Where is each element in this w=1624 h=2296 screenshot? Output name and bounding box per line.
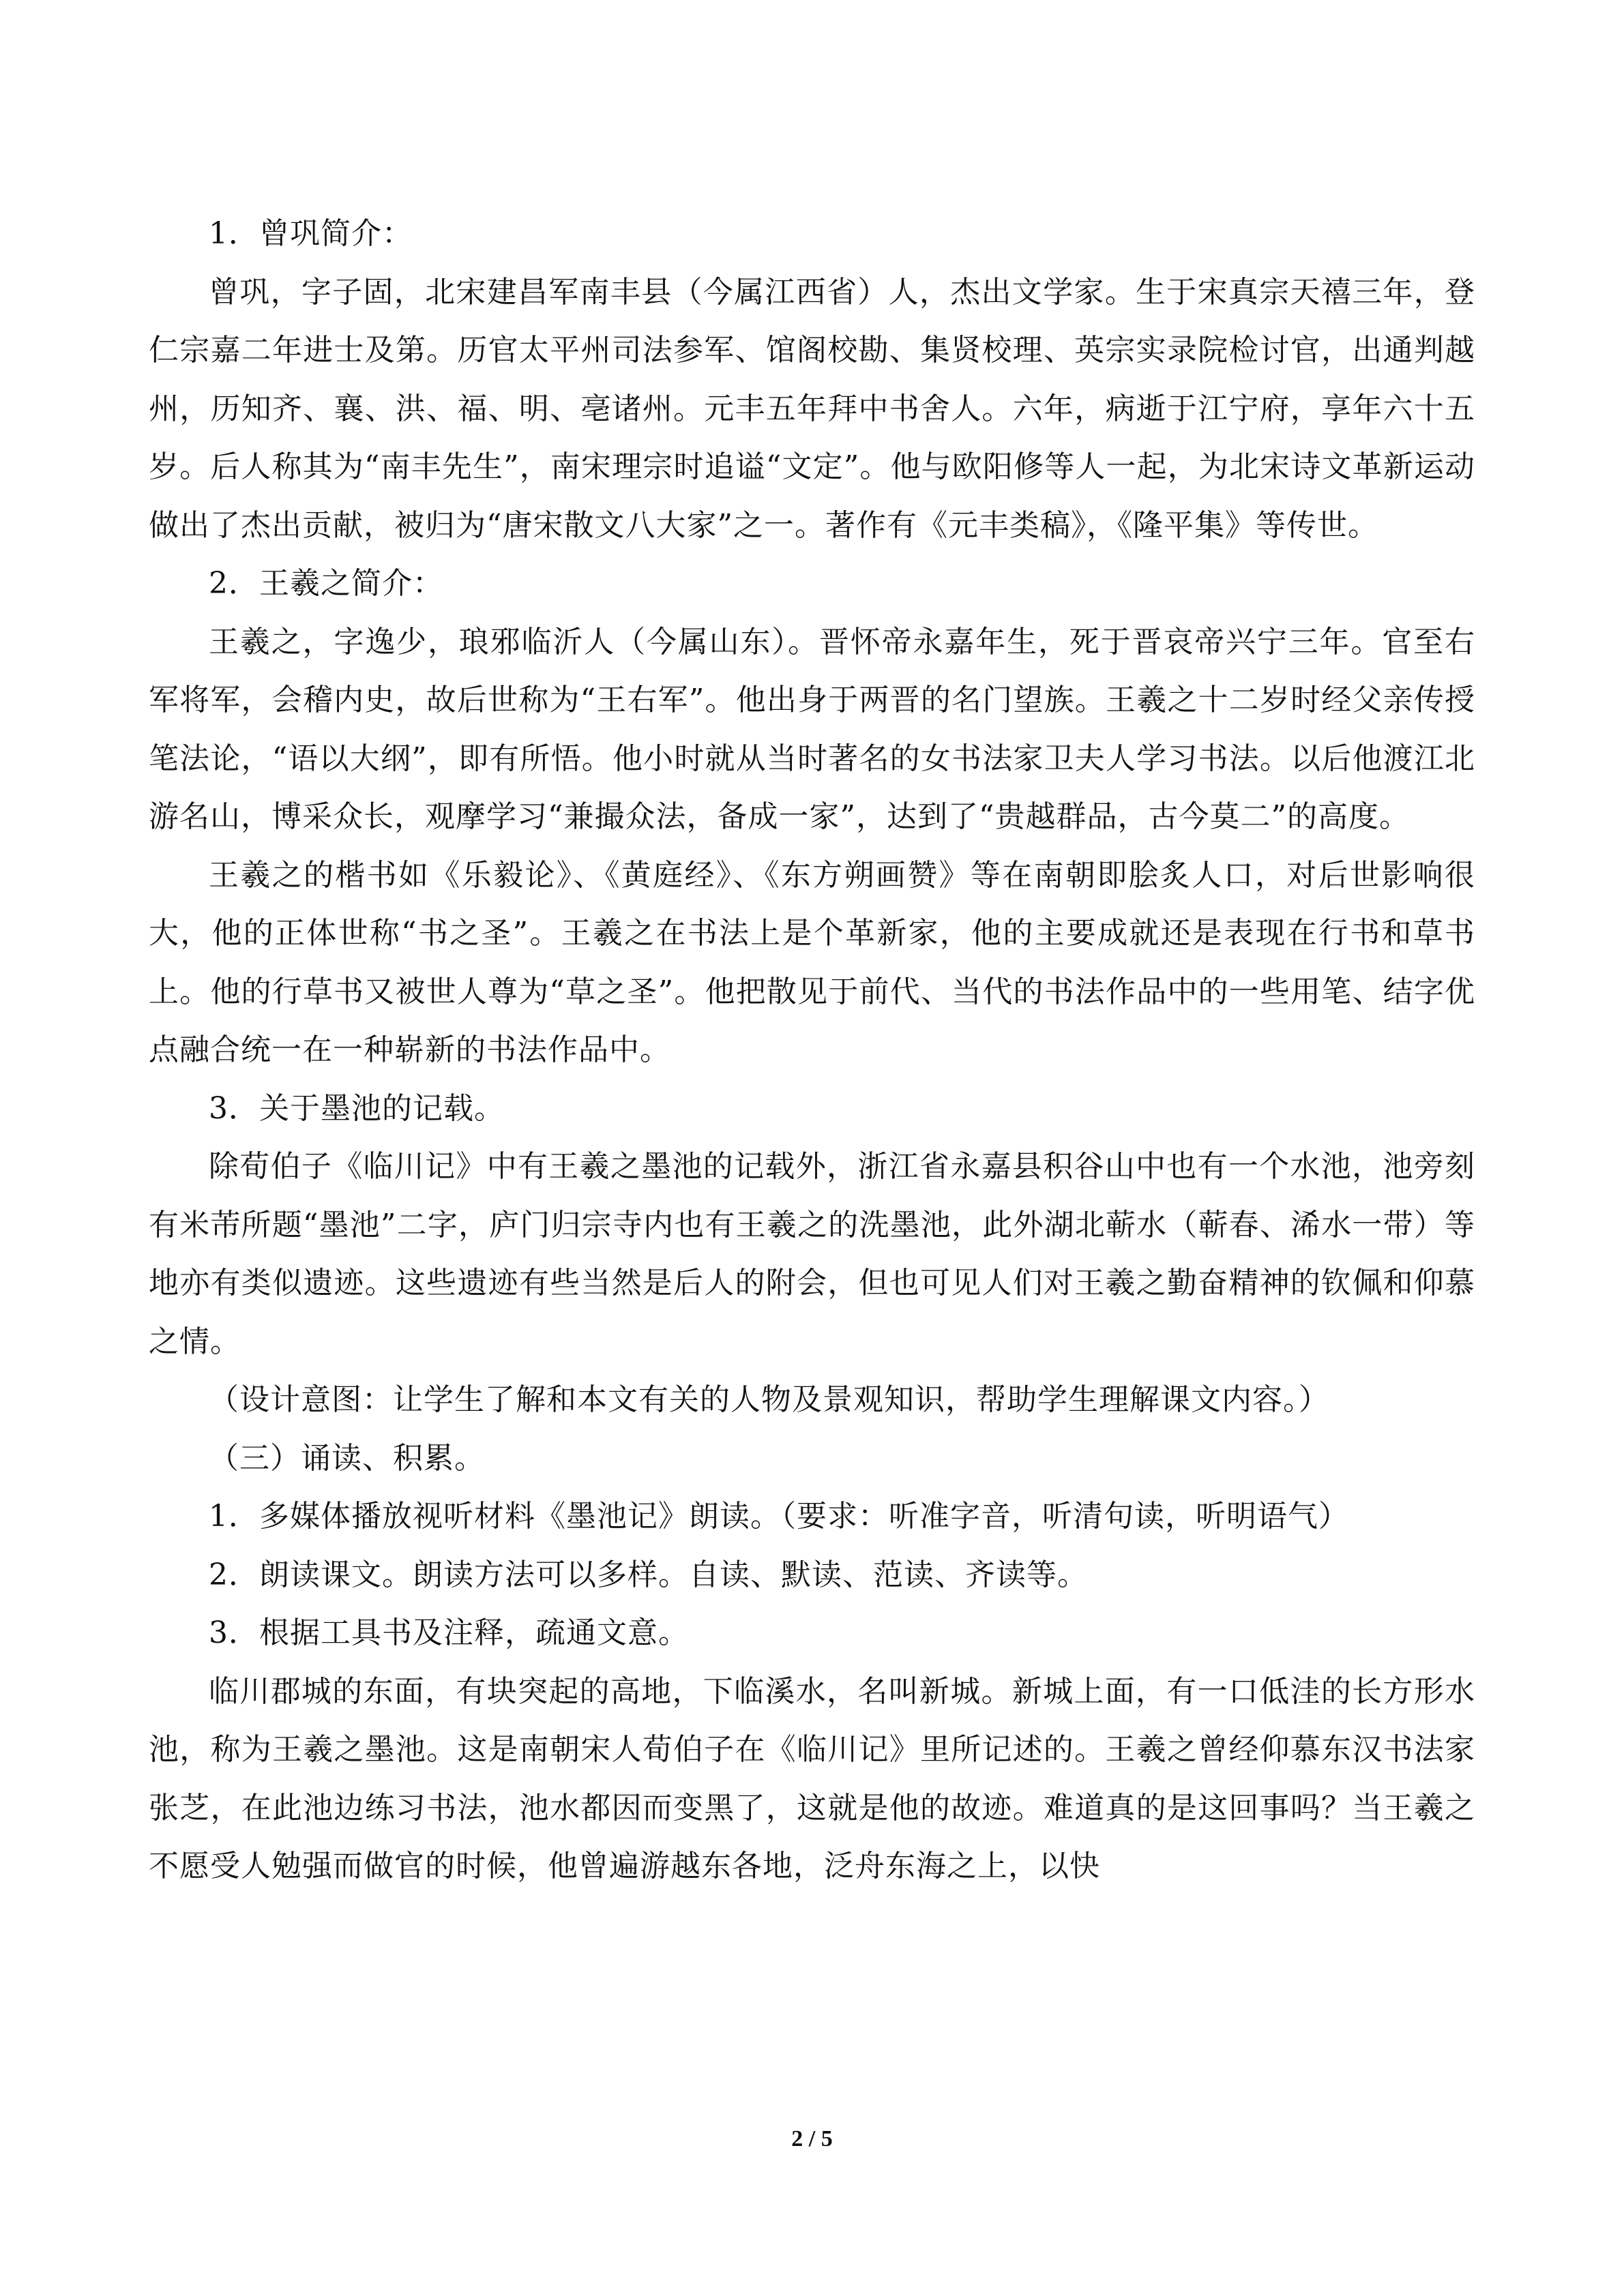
list-item-multimedia: 1．多媒体播放视听材料《墨池记》朗读。（要求：听准字音，听清句读，听明语气） — [209, 1499, 1349, 1534]
section-heading-recite: （三）诵读、积累。 — [209, 1440, 485, 1476]
paragraph-translation: 临川郡城的东面，有块突起的高地，下临溪水，名叫新城。新城上面，有一口低洼的长方形水池，称为王羲之墨池。这是南朝宋人荀伯子在《临川记》里所记述的。王羲之曾经仰慕东汉书法家张芝，在此池边练习书法，池水都因而变黑了，这就是他的故迹。难道真的是这回事吗？当王羲之不愿受人勉强而做官的时候，他曾遍游越东各地，泛舟东海之上，以快 — [149, 1673, 1475, 1883]
paragraph-wang-xizhi-works: 王羲之的楷书如《乐毅论》、《黄庭经》、《东方朔画赞》等在南朝即脍炙人口，对后世影响很大，他的正体世称“书之圣”。王羲之在书法上是个革新家，他的主要成就还是表现在行书和草书上。他的行草书又被世人尊为“草之圣”。他把散见于前代、当代的书法作品中的一些用笔、结字优点融合统一在一种崭新的书法作品中。 — [149, 857, 1476, 1067]
paragraph-ink-pond-records: 除荀伯子《临川记》中有王羲之墨池的记载外，浙江省永嘉县积谷山中也有一个水池，池旁刻有米芾所题“墨池”二字，庐门归宗寺内也有王羲之的洗墨池，此外湖北蕲水（蕲春、浠水一带）等地亦有类似遗迹。这些遗迹有些当然是后人的附会，但也可见人们对王羲之勤奋精神的钦佩和仰慕之情。 — [149, 1149, 1475, 1359]
document-body — [149, 205, 1475, 1896]
design-intent-note: （设计意图：让学生了解和本文有关的人物及景观知识，帮助学生理解课文内容。） — [209, 1382, 1329, 1417]
list-item-annotations: 3．根据工具书及注释，疏通文意。 — [209, 1615, 689, 1650]
list-item-read-aloud: 2．朗读课文。朗读方法可以多样。自读、默读、范读、齐读等。 — [209, 1557, 1088, 1592]
paragraph-zeng-gong-bio: 曾巩，字子固，北宋建昌军南丰县（今属江西省）人，杰出文学家。生于宋真宗天禧三年，登仁宗嘉二年进士及第。历官太平州司法参军、馆阁校勘、集贤校理、英宗实录院检讨官，出通判越州，历知齐、襄、洪、福、明、亳诸州。元丰五年拜中书舍人。六年，病逝于江宁府，享年六十五岁。后人称其为“南丰先生”，南宋理宗时追谥“文定”。他与欧阳修等人一起，为北宋诗文革新运动做出了杰出贡献，被归为“唐宋散文八大家”之一。著作有《元丰类稿》，《隆平集》等传世。 — [149, 274, 1475, 543]
section-heading-ink-pond: 3．关于墨池的记载。 — [209, 1090, 505, 1126]
paragraph-wang-xizhi-bio: 王羲之，字逸少，琅邪临沂人（今属山东）。晋怀帝永嘉年生，死于晋哀帝兴宁三年。官至右军将军，会稽内史，故后世称为“王右军”。他出身于两晋的名门望族。王羲之十二岁时经父亲传授笔法论，“语以大纲”，即有所悟。他小时就从当时著名的女书法家卫夫人学习书法。以后他渡江北游名山，博采众长，观摩学习“兼撮众法，备成一家”，达到了“贵越群品，古今莫二”的高度。 — [149, 624, 1476, 834]
page-number: 2 / 5 — [791, 2126, 833, 2151]
section-heading-wang-xizhi: 2．王羲之简介： — [209, 566, 443, 601]
section-heading-zeng-gong: 1．曾巩简介： — [209, 216, 413, 251]
